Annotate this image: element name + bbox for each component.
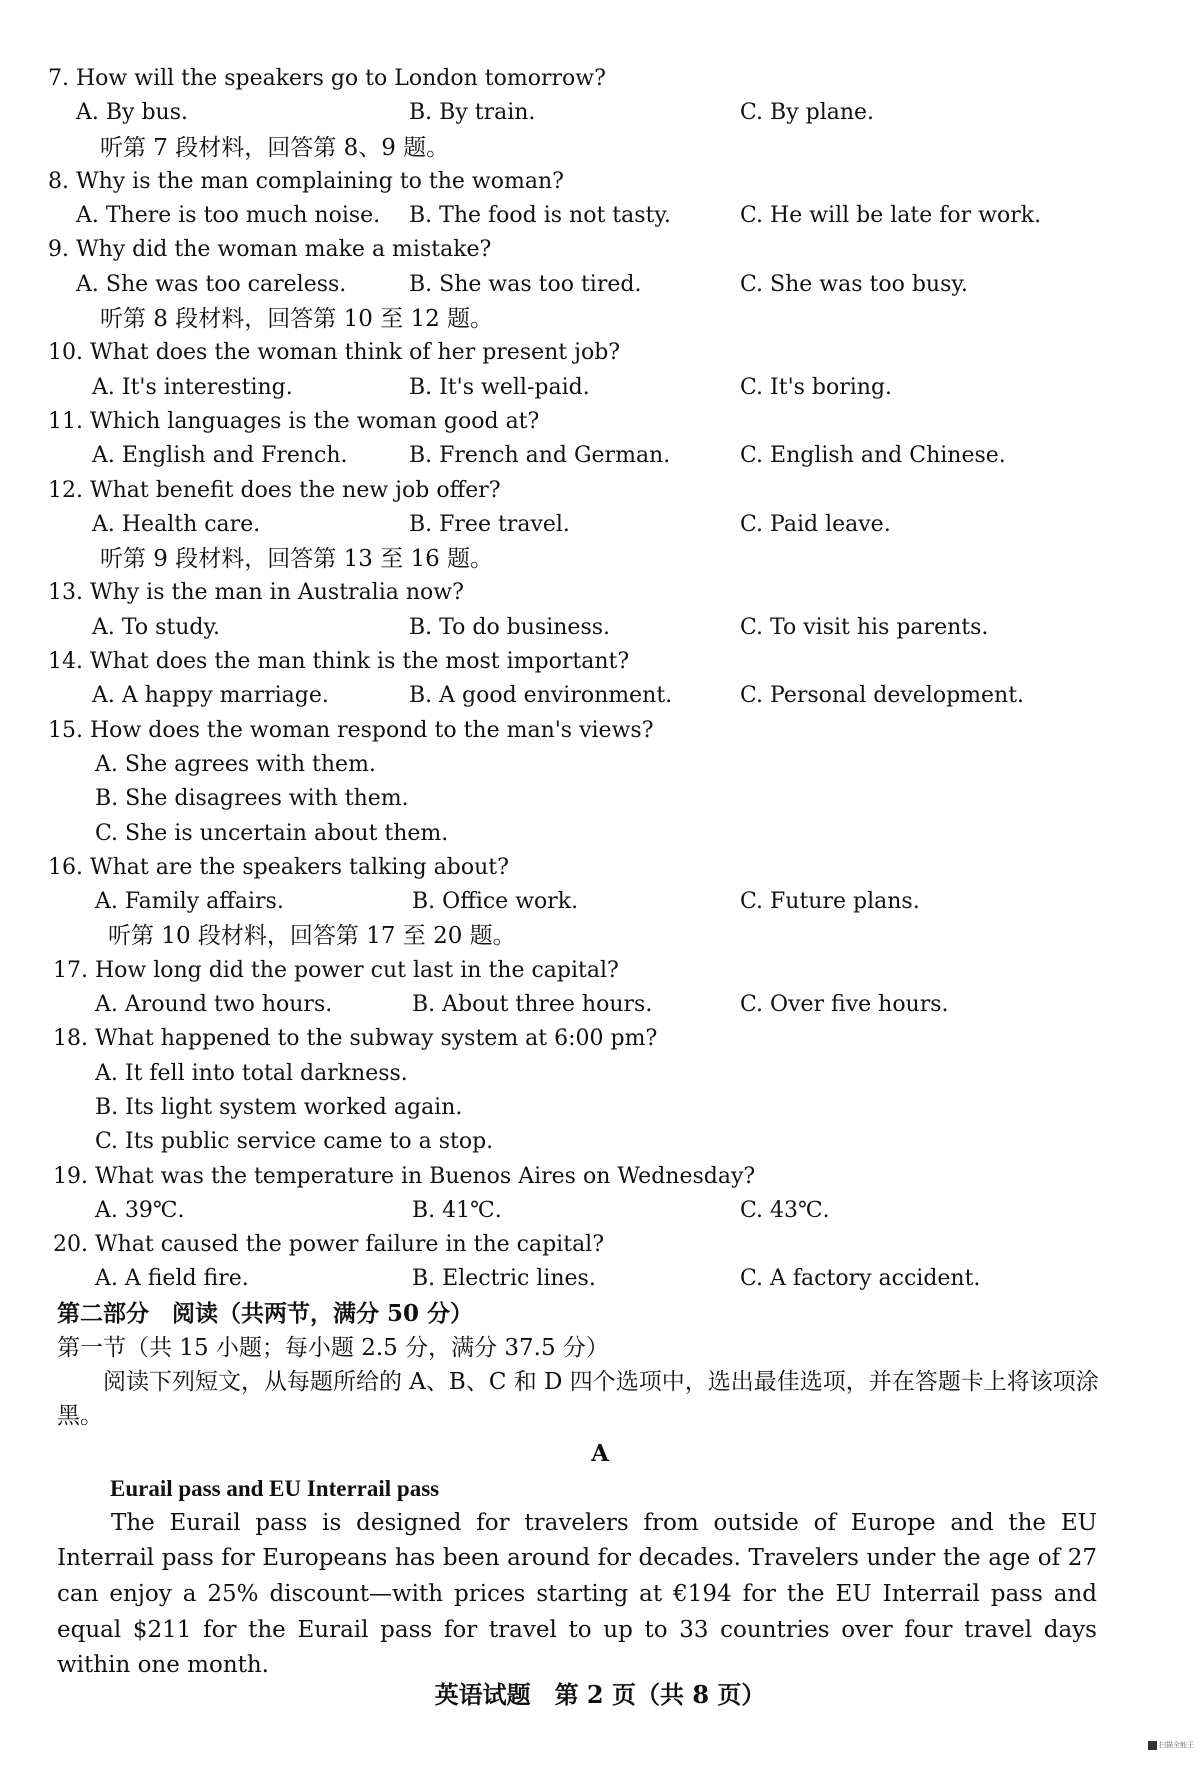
option-c: C. Personal development. <box>740 683 1025 709</box>
listening-material-heading: 听第 10 段材料，回答第 17 至 20 题。 <box>108 923 516 950</box>
option-a: A. Health care. <box>92 511 261 537</box>
option-c: C. She is uncertain about them. <box>95 820 449 846</box>
question-options <box>0 679 1200 713</box>
option-a: A. 39℃. <box>95 1197 185 1223</box>
question-options <box>0 268 1200 302</box>
question-stem: 9. Why did the woman make a mistake? <box>48 237 492 263</box>
option-a: A. She was too careless. <box>76 271 347 297</box>
option-a: A. Around two hours. <box>95 992 333 1018</box>
option-a: A. By bus. <box>76 100 188 126</box>
section-title: 第一节（共 15 小题；每小题 2.5 分，满分 37.5 分） <box>57 1334 609 1361</box>
question-stem: 15. How does the woman respond to the man's views? <box>48 717 654 743</box>
question-options <box>0 988 1200 1022</box>
question-stem: 14. What does the man think is the most important? <box>48 649 630 675</box>
option-b: B. She disagrees with them. <box>95 786 409 812</box>
page-footer: 英语试题 第 2 页（共 8 页） <box>434 1680 766 1709</box>
listening-material-heading: 听第 9 段材料，回答第 13 至 16 题。 <box>100 546 494 573</box>
option-b: B. About three hours. <box>412 992 653 1018</box>
option-c: C. Over five hours. <box>740 992 949 1018</box>
question-options <box>0 508 1200 542</box>
option-b: B. 41℃. <box>412 1197 502 1223</box>
instruction <box>0 1365 1200 1433</box>
part-title: 第二部分 阅读（共两节，满分 50 分） <box>57 1299 474 1327</box>
option-a: A. She agrees with them. <box>95 751 376 777</box>
question-stem: 19. What was the temperature in Buenos Aires on Wednesday? <box>53 1163 756 1189</box>
passage-text: The Eurail pass is designed for travelers from outside of Europe and the EU Interrail pass for Europeans has been around for decades. Travelers under the age of 27 can enjoy a 25% discount—with prices starting at €194 for the EU Interrail pass and equal $211 for the Eurail pass for travel to up to 33 countries over four travel days within one month. <box>57 1509 1097 1679</box>
question-options <box>0 611 1200 645</box>
option-c: C. English and Chinese. <box>740 443 1006 469</box>
question-stem: 10. What does the woman think of her present job? <box>48 340 621 366</box>
question-stem: 13. Why is the man in Australia now? <box>48 580 464 606</box>
option-c: C. To visit his parents. <box>740 614 989 640</box>
question-options <box>0 96 1200 130</box>
option-c: C. It's boring. <box>740 374 893 400</box>
option-c: C. Paid leave. <box>740 511 891 537</box>
passage-title: Eurail pass and EU Interrail pass <box>110 1475 440 1501</box>
option-b: B. To do business. <box>409 614 611 640</box>
option-b: B. Office work. <box>412 889 579 915</box>
option-a: A. To study. <box>92 614 220 640</box>
question-options <box>0 1194 1200 1228</box>
question-options <box>0 199 1200 233</box>
question-stem: 11. Which languages is the woman good at? <box>48 408 540 434</box>
option-a: A. English and French. <box>92 443 348 469</box>
option-a: A. It fell into total darkness. <box>95 1060 408 1086</box>
option-b: B. A good environment. <box>409 683 673 709</box>
option-c: C. She was too busy. <box>740 271 968 297</box>
listening-material-heading: 听第 8 段材料，回答第 10 至 12 题。 <box>100 306 494 333</box>
option-a: A. A happy marriage. <box>92 683 329 709</box>
watermark-text: 扫描全能王 <box>1159 1741 1194 1749</box>
passage-body <box>0 1506 1097 1684</box>
question-stem: 12. What benefit does the new job offer? <box>48 477 501 503</box>
option-c: C. 43℃. <box>740 1197 830 1223</box>
option-b: B. It's well-paid. <box>409 374 590 400</box>
passage-letter: A <box>591 1440 609 1468</box>
option-b: B. By train. <box>409 100 536 126</box>
option-a: A. There is too much noise. <box>76 203 381 229</box>
question-stem: 17. How long did the power cut last in the capital? <box>53 957 619 983</box>
question-options <box>0 885 1200 919</box>
option-c: C. A factory accident. <box>740 1266 981 1292</box>
question-stem: 20. What caused the power failure in the capital? <box>53 1232 605 1258</box>
option-b: B. Free travel. <box>409 511 570 537</box>
option-a: A. A field fire. <box>95 1266 249 1292</box>
option-c: C. Its public service came to a stop. <box>95 1129 494 1155</box>
option-a: A. It's interesting. <box>92 374 293 400</box>
instruction-text: 阅读下列短文，从每题所给的 A、B、C 和 D 四个选项中，选出最佳选项，并在答题卡上将该项涂黑。 <box>57 1369 1099 1430</box>
option-a: A. Family affairs. <box>95 889 284 915</box>
option-b: B. French and German. <box>409 443 671 469</box>
question-stem: 16. What are the speakers talking about? <box>48 854 509 880</box>
question-options <box>0 439 1200 473</box>
question-options <box>0 1262 1200 1296</box>
listening-material-heading: 听第 7 段材料，回答第 8、9 题。 <box>100 134 450 161</box>
option-b: B. She was too tired. <box>409 271 642 297</box>
question-stem: 18. What happened to the subway system at 6:00 pm? <box>53 1026 658 1052</box>
question-stem: 7. How will the speakers go to London tomorrow? <box>48 66 606 91</box>
option-c: C. By plane. <box>740 100 875 126</box>
option-b: B. The food is not tasty. <box>409 203 671 229</box>
scanner-logo-icon <box>1148 1741 1157 1750</box>
question-options <box>0 371 1200 405</box>
option-b: B. Electric lines. <box>412 1266 596 1292</box>
page-content <box>0 62 1200 1684</box>
option-c: C. He will be late for work. <box>740 203 1042 229</box>
question-stem: 8. Why is the man complaining to the woman? <box>48 168 564 194</box>
scanner-watermark <box>1148 1740 1194 1750</box>
option-c: C. Future plans. <box>740 889 920 915</box>
option-b: B. Its light system worked again. <box>95 1094 463 1120</box>
